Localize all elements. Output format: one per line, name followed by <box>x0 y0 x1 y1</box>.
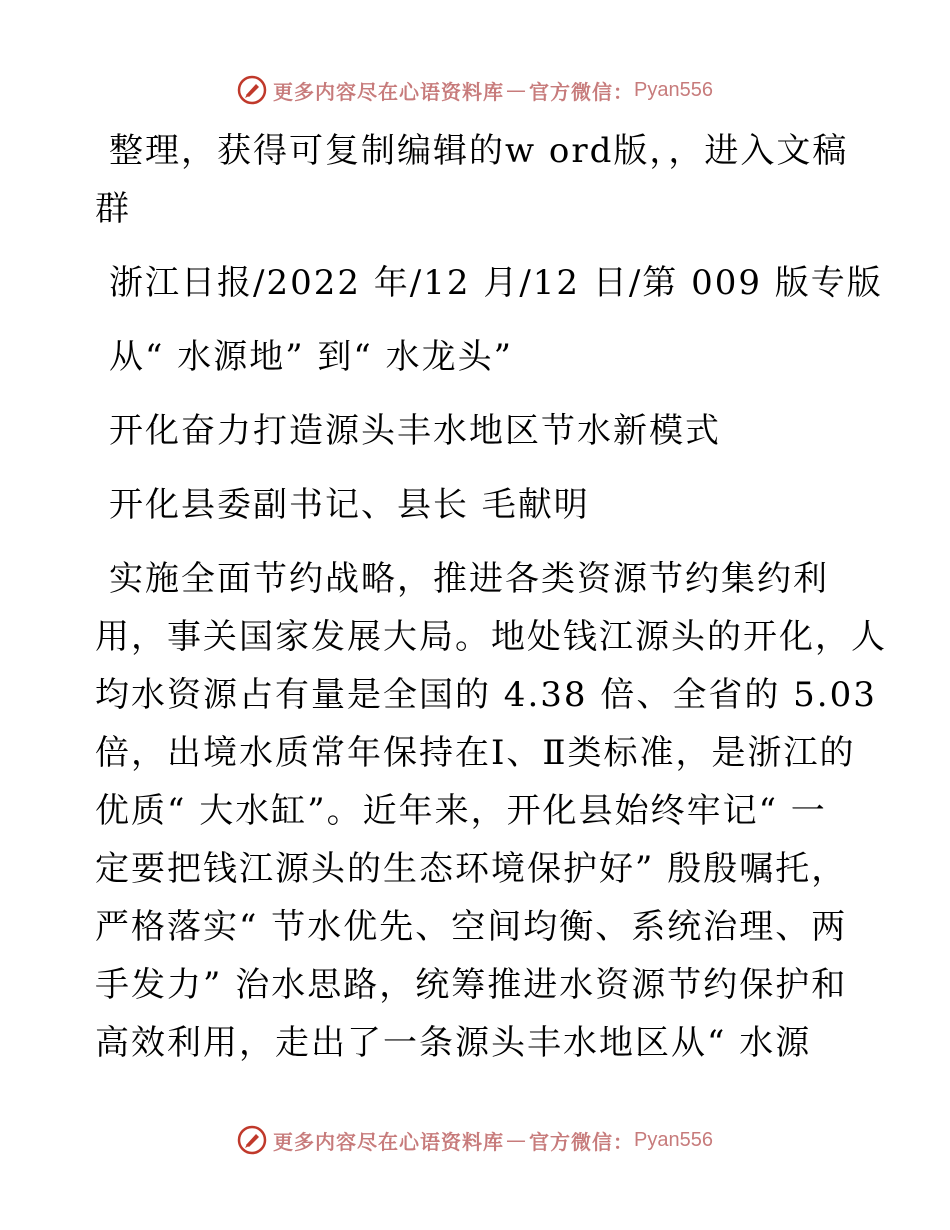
watermark-brand: 更多内容尽在心语资料库 <box>273 79 505 104</box>
watermark-separator: — <box>506 1128 528 1152</box>
body-line: 均水资源占有量是全国的 4.38 倍、全省的 5.03 <box>95 675 877 715</box>
source-line: 浙江日报/2022 年/12 月/12 日/第 009 版专版 <box>109 263 883 303</box>
body-line: 高效利用，走出了一条源头丰水地区从“ 水源 <box>95 1023 812 1063</box>
footer-watermark <box>0 1120 950 1160</box>
article-title: 从“ 水源地” 到“ 水龙头” <box>109 337 513 377</box>
intro-line: 群 <box>95 189 131 229</box>
body-line: 实施全面节约战略，推进各类资源节约集约利 <box>109 559 829 599</box>
body-line: 优质“ 大水缸”。近年来，开化县始终牢记“ 一 <box>95 791 827 831</box>
watermark-wechat-id: Pyan556 <box>634 1128 713 1151</box>
header-watermark <box>0 70 950 110</box>
watermark-brand: 更多内容尽在心语资料库 <box>273 1129 505 1154</box>
article-author: 开化县委副书记、县长 毛献明 <box>109 485 590 525</box>
brand-logo-icon <box>237 1125 267 1155</box>
document-body <box>95 122 887 1088</box>
body-line: 定要把钱江源头的生态环境保护好” 殷殷嘱托， <box>95 849 848 889</box>
watermark-wechat-id: Pyan556 <box>634 78 713 101</box>
watermark-wechat-label: 官方微信： <box>529 1129 635 1154</box>
body-line: 手发力” 治水思路，统筹推进水资源节约保护和 <box>95 965 848 1005</box>
body-paragraph <box>95 550 887 1072</box>
brand-logo-icon <box>237 75 267 105</box>
body-line: 用，事关国家发展大局。地处钱江源头的开化，人 <box>95 617 887 657</box>
intro-line: 整理，获得可复制编辑的w ord版，，进入文稿 <box>109 131 849 171</box>
intro-paragraph <box>95 122 855 238</box>
article-subtitle: 开化奋力打造源头丰水地区节水新模式 <box>109 411 721 451</box>
watermark-separator: — <box>506 78 528 102</box>
body-line: 倍，出境水质常年保持在Ⅰ、Ⅱ类标准，是浙江的 <box>95 733 856 773</box>
watermark-wechat-label: 官方微信： <box>529 79 635 104</box>
body-line: 严格落实“ 节水优先、空间均衡、系统治理、两 <box>95 907 848 947</box>
